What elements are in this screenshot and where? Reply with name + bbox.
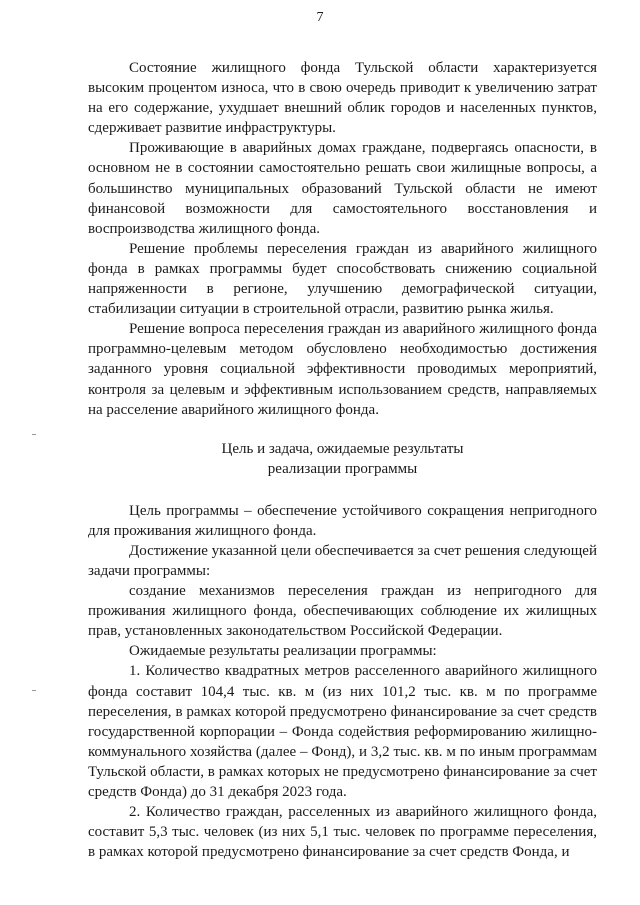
paragraph-expected-results: Ожидаемые результаты реализации программы: [129, 643, 437, 660]
margin-mark [32, 434, 36, 435]
paragraph-program-goal: Цель программы – обеспечение устойчивого сокращения непригодного для проживания жилищного фонда. [88, 502, 597, 539]
paragraph-result-citizens: 2. Количество граждан, расселенных из аварийного жилищного фонда, составит 5,3 тыс. человек (из них 5,1 тыс. человек по программе переселения, в рамках которой предусмотрено финансирование за счет средств Фонда, и [88, 804, 597, 861]
paragraph-task-mechanisms: создание механизмов переселения граждан из непригодного для проживания жилищного фонда, обеспечивающих соблюдение их жилищных прав, установленных законодательством Российской Федерации. [88, 583, 597, 640]
page-number: 7 [316, 10, 324, 25]
paragraph-program-method: Решение вопроса переселения граждан из аварийного жилищного фонда программно-целевым методом обусловлено необходимостью достижения заданного уровня социальной эффективности проводимых мероприятий, контроля за целевым и эффективным использованием средств, направляемых на расселение аварийного жилищного фонда. [88, 321, 597, 418]
paragraph-housing-condition: Состояние жилищного фонда Тульской области характеризуется высоким процентом износа, что в свою очередь приводит к увеличению затрат на его содержание, ухудшает внешний облик городов и населенных пунктов, сдерживает развитие инфраструктуры. [88, 60, 597, 137]
margin-mark [32, 690, 36, 691]
paragraph-resettlement-solution: Решение проблемы переселения граждан из аварийного жилищного фонда в рамках программы будет способствовать снижению социальной напряженности в регионе, улучшению демографической ситуации, стабилизации ситуации в строительной отрасли, развитию рынка жилья. [88, 240, 597, 318]
document-body [88, 58, 597, 862]
paragraph-result-square-meters: 1. Количество квадратных метров расселенного аварийного жилищного фонда составит 104,4 тыс. кв. м (из них 101,2 тыс. кв. м по программе переселения, в рамках которой предусмотрено финансирование за счет средств государственной корпорации – Фонда содействия реформированию жилищно-коммунального хозяйства (далее – Фонд), и 3,2 тыс. кв. м по иным программам Тульской области, в рамках которых не предусмотрено финансирование за счет средств Фонда) до 31 декабря 2023 года. [88, 663, 597, 800]
paragraph-goal-achievement: Достижение указанной цели обеспечивается за счет решения следующей задачи программы: [88, 542, 597, 579]
section-heading-line-2: реализации программы [267, 461, 418, 478]
section-heading-line-1: Цель и задача, ожидаемые результаты [221, 440, 464, 457]
paragraph-residents-danger: Проживающие в аварийных домах граждане, подвергаясь опасности, в основном не в состоянии самостоятельно решать свои жилищные вопросы, а большинство муниципальных образований Тульской области не имеют финансовой возможности для самостоятельного восстановления и воспроизводства жилищного фонда. [88, 140, 597, 237]
section-heading [88, 439, 597, 480]
